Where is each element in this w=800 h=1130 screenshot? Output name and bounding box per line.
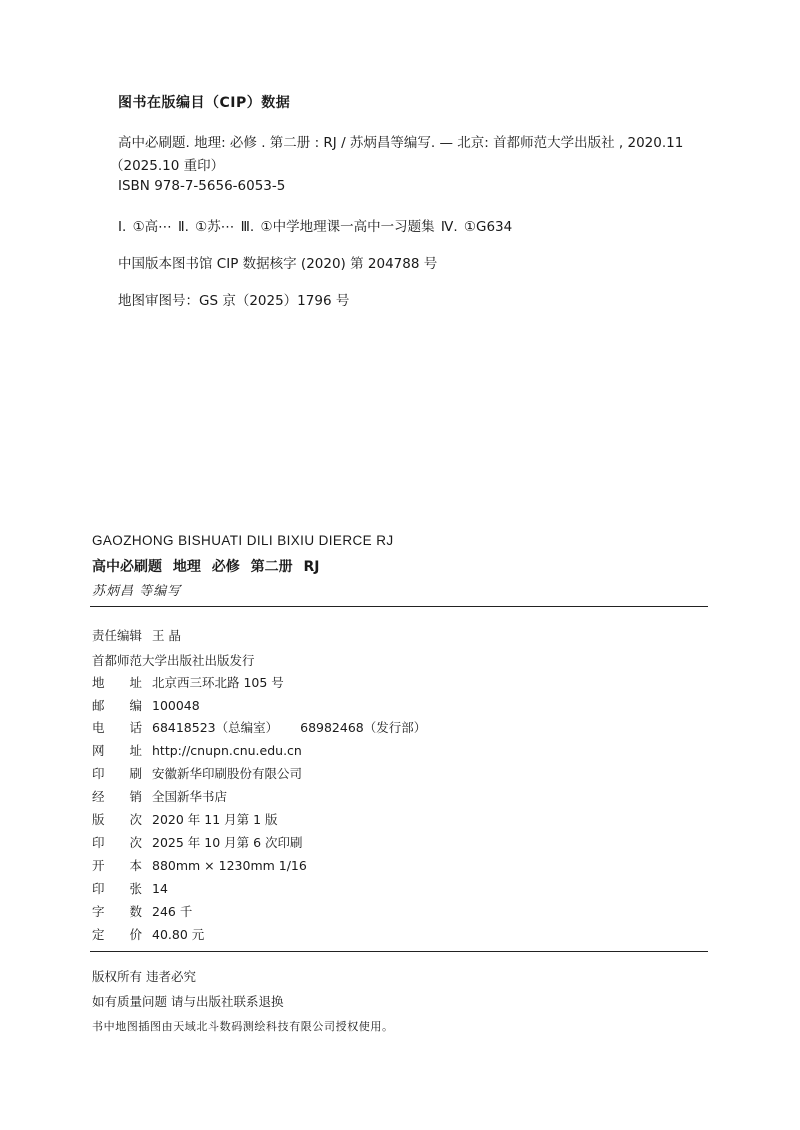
info-value: 北京西三环北路 105 号 — [152, 675, 284, 690]
cip-heading: 图书在版编目（CIP）数据 — [118, 95, 291, 111]
info-label: 经 销 — [92, 789, 143, 804]
info-row-printing — [92, 833, 303, 851]
editor-row — [92, 626, 181, 644]
cip-description: 高中必刷题. 地理: 必修 . 第二册 : RJ / 苏炳昌等编写. — 北京: 首都师范大学出版社 , 2020.11 — [118, 135, 684, 151]
cip-reprint: （2025.10 重印） — [110, 158, 225, 174]
info-label: 版 次 — [92, 812, 143, 827]
info-row-sheets — [92, 879, 168, 897]
info-value: 68418523（总编室） — [152, 720, 279, 735]
info-row-printer — [92, 764, 302, 782]
info-row-format — [92, 856, 307, 874]
divider-bottom — [90, 951, 708, 952]
info-value-website: http://cnupn.cnu.edu.cn — [152, 743, 302, 758]
info-label: 开 本 — [92, 858, 143, 873]
info-value: 40.80 元 — [152, 927, 205, 942]
info-label: 印 张 — [92, 881, 143, 896]
cip-isbn: ISBN 978-7-5656-6053-5 — [118, 178, 286, 194]
pinyin-title: GAOZHONG BISHUATI DILI BIXIU DIERCE RJ — [92, 533, 394, 548]
author-line: 苏炳昌 等编写 — [92, 584, 182, 599]
info-row-address — [92, 673, 284, 691]
quality-notice: 如有质量问题 请与出版社联系退换 — [92, 994, 284, 1009]
info-row-website — [92, 741, 302, 759]
info-value: 2020 年 11 月第 1 版 — [152, 812, 278, 827]
info-label: 邮 编 — [92, 698, 143, 713]
publisher-line: 首都师范大学出版社出版发行 — [92, 653, 255, 668]
divider-top — [90, 606, 708, 607]
info-label: 印 刷 — [92, 766, 143, 781]
cip-map-review-number: 地图审图号：GS 京（2025）1796 号 — [118, 293, 350, 309]
info-value: 安徽新华印刷股份有限公司 — [152, 766, 303, 781]
info-value: 全国新华书店 — [152, 789, 228, 804]
cip-classification: Ⅰ. ①高⋯ Ⅱ. ①苏⋯ Ⅲ. ①中学地理课一高中一习题集 Ⅳ. ①G634 — [118, 219, 513, 235]
cip-cataloging-number: 中国版本图书馆 CIP 数据核字 (2020) 第 204788 号 — [118, 256, 438, 272]
info-label: 地 址 — [92, 675, 143, 690]
info-label: 电 话 — [92, 720, 143, 735]
info-label: 定 价 — [92, 927, 143, 942]
info-row-edition — [92, 810, 278, 828]
editor-label: 责任编辑 — [92, 628, 143, 643]
chinese-title: 高中必刷题 地理 必修 第二册 RJ — [92, 559, 320, 575]
info-value: 880mm × 1230mm 1/16 — [152, 858, 307, 873]
info-row-word-count — [92, 902, 192, 920]
copyright-notice: 版权所有 违者必究 — [92, 969, 196, 984]
editor-value: 王 晶 — [152, 628, 181, 643]
info-row-price — [92, 925, 204, 943]
info-value: 2025 年 10 月第 6 次印刷 — [152, 835, 303, 850]
info-row-distributor — [92, 787, 227, 805]
info-value: 246 千 — [152, 904, 193, 919]
info-row-postcode — [92, 696, 200, 714]
info-label: 印 次 — [92, 835, 143, 850]
info-label: 网 址 — [92, 743, 143, 758]
info-label: 字 数 — [92, 904, 143, 919]
info-value: 14 — [152, 881, 168, 896]
info-value: 100048 — [152, 698, 200, 713]
info-row-phone — [92, 718, 426, 736]
map-authorization-notice: 书中地图插图由天域北斗数码测绘科技有限公司授权使用。 — [92, 1020, 394, 1033]
info-value-phone-2: 68982468（发行部） — [300, 720, 427, 735]
